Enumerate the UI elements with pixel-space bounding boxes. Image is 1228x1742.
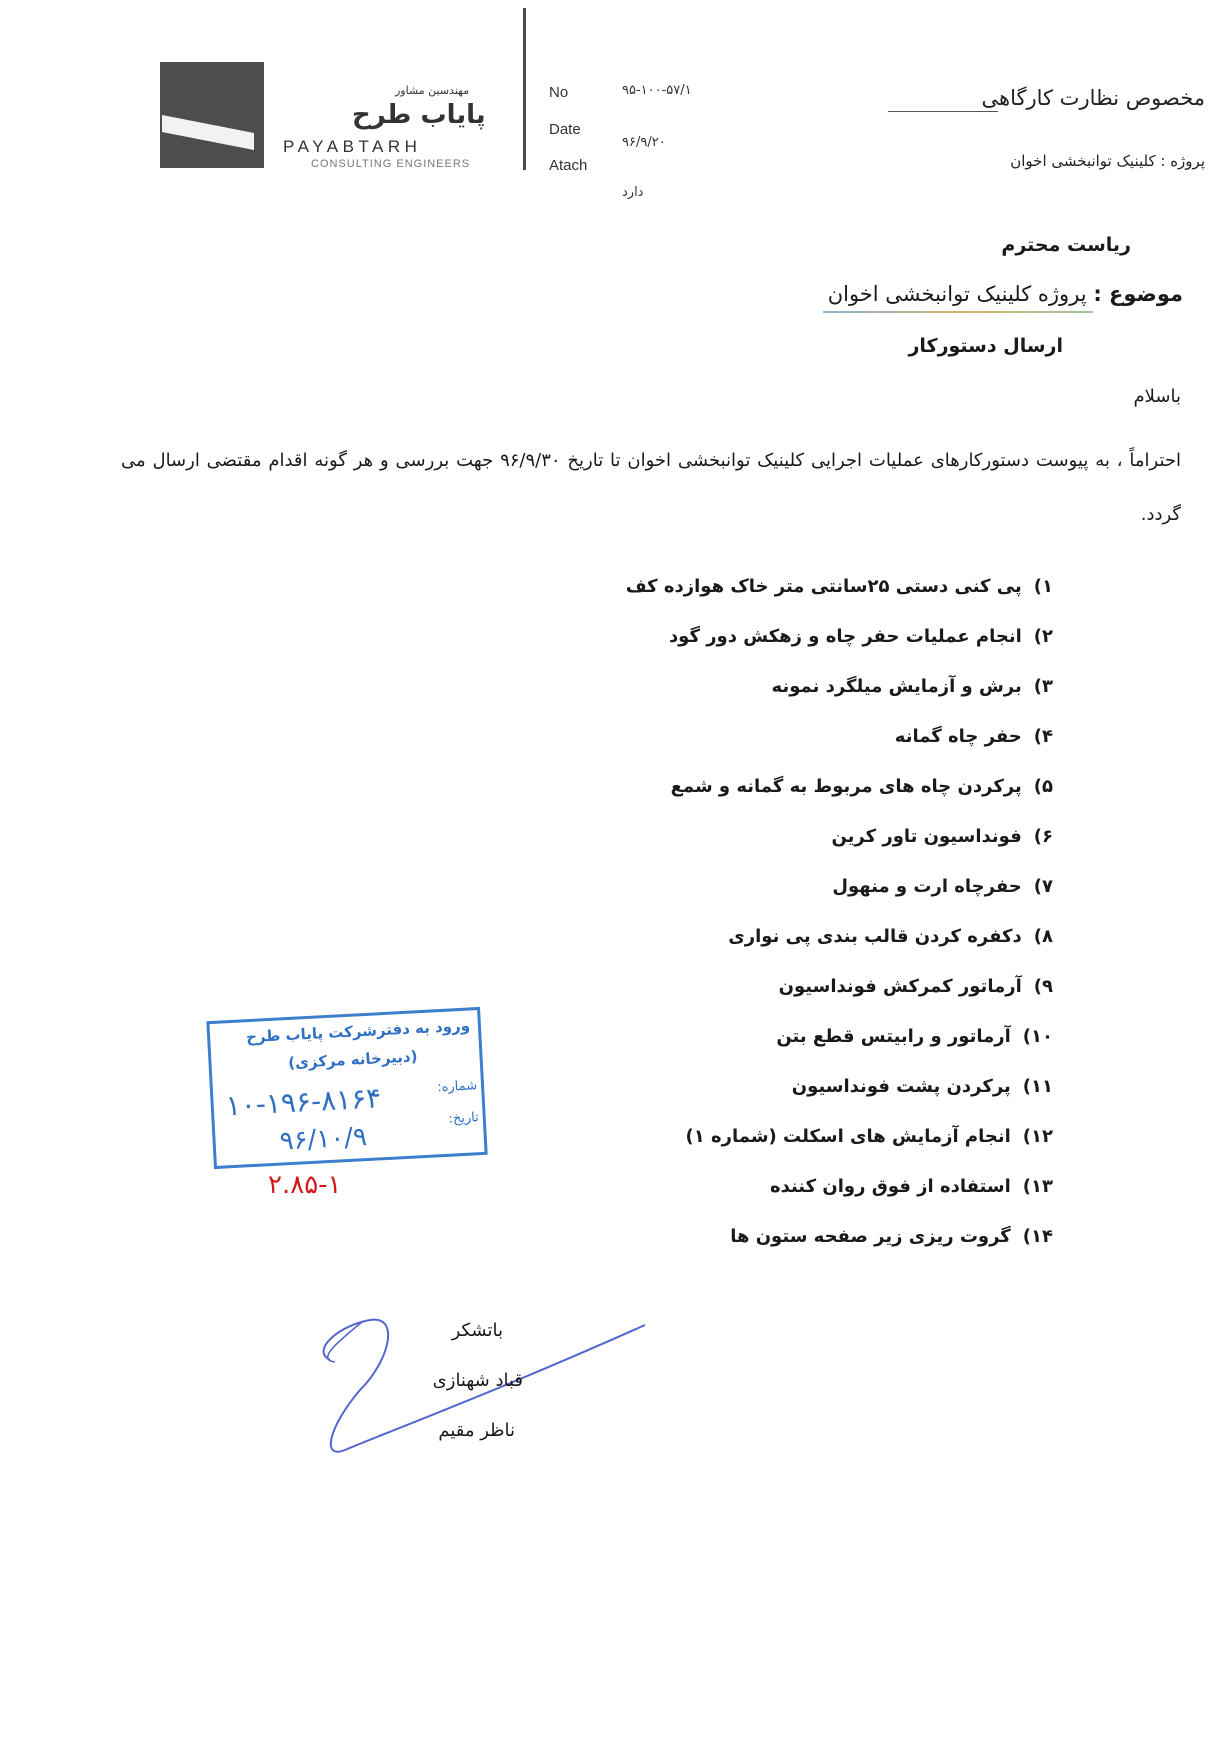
list-item-text: حفرچاه ارت و منهول — [832, 876, 1022, 897]
stamp-number-value: ۱۰-۱۹۶-۸۱۶۴ — [224, 1081, 382, 1123]
list-item — [253, 826, 1053, 876]
handwritten-red-note: ۲.۸۵-۱ — [268, 1170, 342, 1200]
subject-value: پروژه کلینیک توانبخشی اخوان — [827, 282, 1087, 306]
header-divider — [523, 8, 526, 170]
list-item-number: ۸) — [1033, 926, 1053, 947]
list-item-number: ۱۴) — [1022, 1226, 1053, 1247]
company-tagline: CONSULTING ENGINEERS — [311, 158, 471, 170]
list-item — [253, 1176, 1053, 1226]
list-item-text: پی کنی دستی ۲۵سانتی متر خاک هوازده کف — [625, 576, 1022, 597]
attach-value: دارد — [622, 185, 644, 200]
company-subtitle: مهندسین مشاور — [395, 84, 470, 97]
subject-line — [828, 282, 1183, 306]
list-item-number: ۱۱) — [1022, 1076, 1053, 1097]
list-item-text: استفاده از فوق روان کننده — [769, 1176, 1011, 1197]
list-item — [253, 676, 1053, 726]
date-value: ۹۶/۹/۲۰ — [622, 135, 666, 150]
company-name-fa: پایاب طرح — [352, 100, 486, 130]
header-title-underline — [888, 111, 998, 112]
list-item-number: ۲) — [1033, 626, 1053, 647]
send-title: ارسال دستورکار — [908, 335, 1063, 357]
signature-thanks: باتشکر — [451, 1320, 503, 1341]
list-item-text: آرماتور و رابیتس قطع بتن — [776, 1026, 1011, 1047]
list-item-text: پرکردن چاه های مربوط به گمانه و شمع — [670, 776, 1022, 797]
salutation: باسلام — [1133, 386, 1181, 407]
attach-label: Atach — [549, 157, 588, 174]
list-item — [253, 926, 1053, 976]
stamp-number-label: شماره: — [436, 1078, 478, 1096]
no-label: No — [549, 84, 569, 101]
list-item-text: برش و آزمایش میلگرد نمونه — [771, 676, 1022, 697]
letter-paragraph: احتراماً ، به پیوست دستورکارهای عملیات اجرایی کلینیک توانبخشی اخوان تا تاریخ ۹۶/۹/۳۰ جهت بررسی و هر گونه اقدام مقتضی ارسال می گردد. — [121, 450, 1182, 525]
list-item-text: انجام عملیات حفر چاه و زهکش دور گود — [668, 626, 1022, 647]
signer-name: قباد شهنازی — [432, 1370, 523, 1391]
work-order-list — [253, 576, 1053, 1276]
list-item-number: ۴) — [1033, 726, 1053, 747]
list-item-text: پرکردن پشت فونداسیون — [791, 1076, 1011, 1097]
header-title: مخصوص نظارت کارگاهی — [981, 86, 1205, 110]
list-item — [253, 576, 1053, 626]
company-name-en: PAYABTARH — [283, 137, 422, 156]
stamp-line2: (دبیرخانه مرکزی) — [287, 1047, 418, 1073]
header-project: پروژه : کلینیک توانبخشی اخوان — [1010, 152, 1205, 170]
greeting: ریاست محترم — [1001, 234, 1131, 256]
list-item-number: ۳) — [1033, 676, 1053, 697]
list-item-number: ۷) — [1033, 876, 1053, 897]
list-item-number: ۱) — [1033, 576, 1053, 597]
list-item — [253, 876, 1053, 926]
list-item-text: انجام آزمایش های اسکلت (شماره ۱) — [685, 1126, 1011, 1147]
receipt-stamp — [206, 1007, 487, 1169]
no-value: ۹۵-۱۰۰-۵۷/۱ — [622, 83, 692, 98]
list-item-text: آرماتور کمرکش فونداسیون — [778, 976, 1022, 997]
stamp-line1: ورود به دفترشرکت پایاب طرح — [245, 1016, 471, 1047]
list-item-number: ۱۲) — [1022, 1126, 1053, 1147]
company-logo — [160, 62, 264, 168]
list-item — [253, 726, 1053, 776]
date-label: Date — [549, 121, 581, 138]
list-item — [253, 1226, 1053, 1276]
list-item-number: ۵) — [1033, 776, 1053, 797]
list-item — [253, 626, 1053, 676]
stamp-date-value: ۹۶/۱۰/۹ — [278, 1122, 368, 1157]
list-item-number: ۱۰) — [1022, 1026, 1053, 1047]
list-item — [253, 776, 1053, 826]
list-item-number: ۶) — [1033, 826, 1053, 847]
subject-underline — [823, 311, 1093, 313]
stamp-date-label: تاریخ: — [448, 1110, 480, 1127]
list-item-number: ۱۳) — [1022, 1176, 1053, 1197]
list-item-number: ۹) — [1033, 976, 1053, 997]
list-item-text: فونداسیون تاور کرین — [831, 826, 1022, 847]
list-item-text: دکفره کردن قالب بندی پی نواری — [728, 926, 1022, 947]
list-item-text: گروت ریزی زیر صفحه ستون ها — [730, 1226, 1011, 1247]
signer-role: ناظر مقیم — [438, 1420, 515, 1441]
list-item-text: حفر چاه گمانه — [894, 726, 1022, 747]
subject-label: موضوع : — [1093, 282, 1183, 306]
